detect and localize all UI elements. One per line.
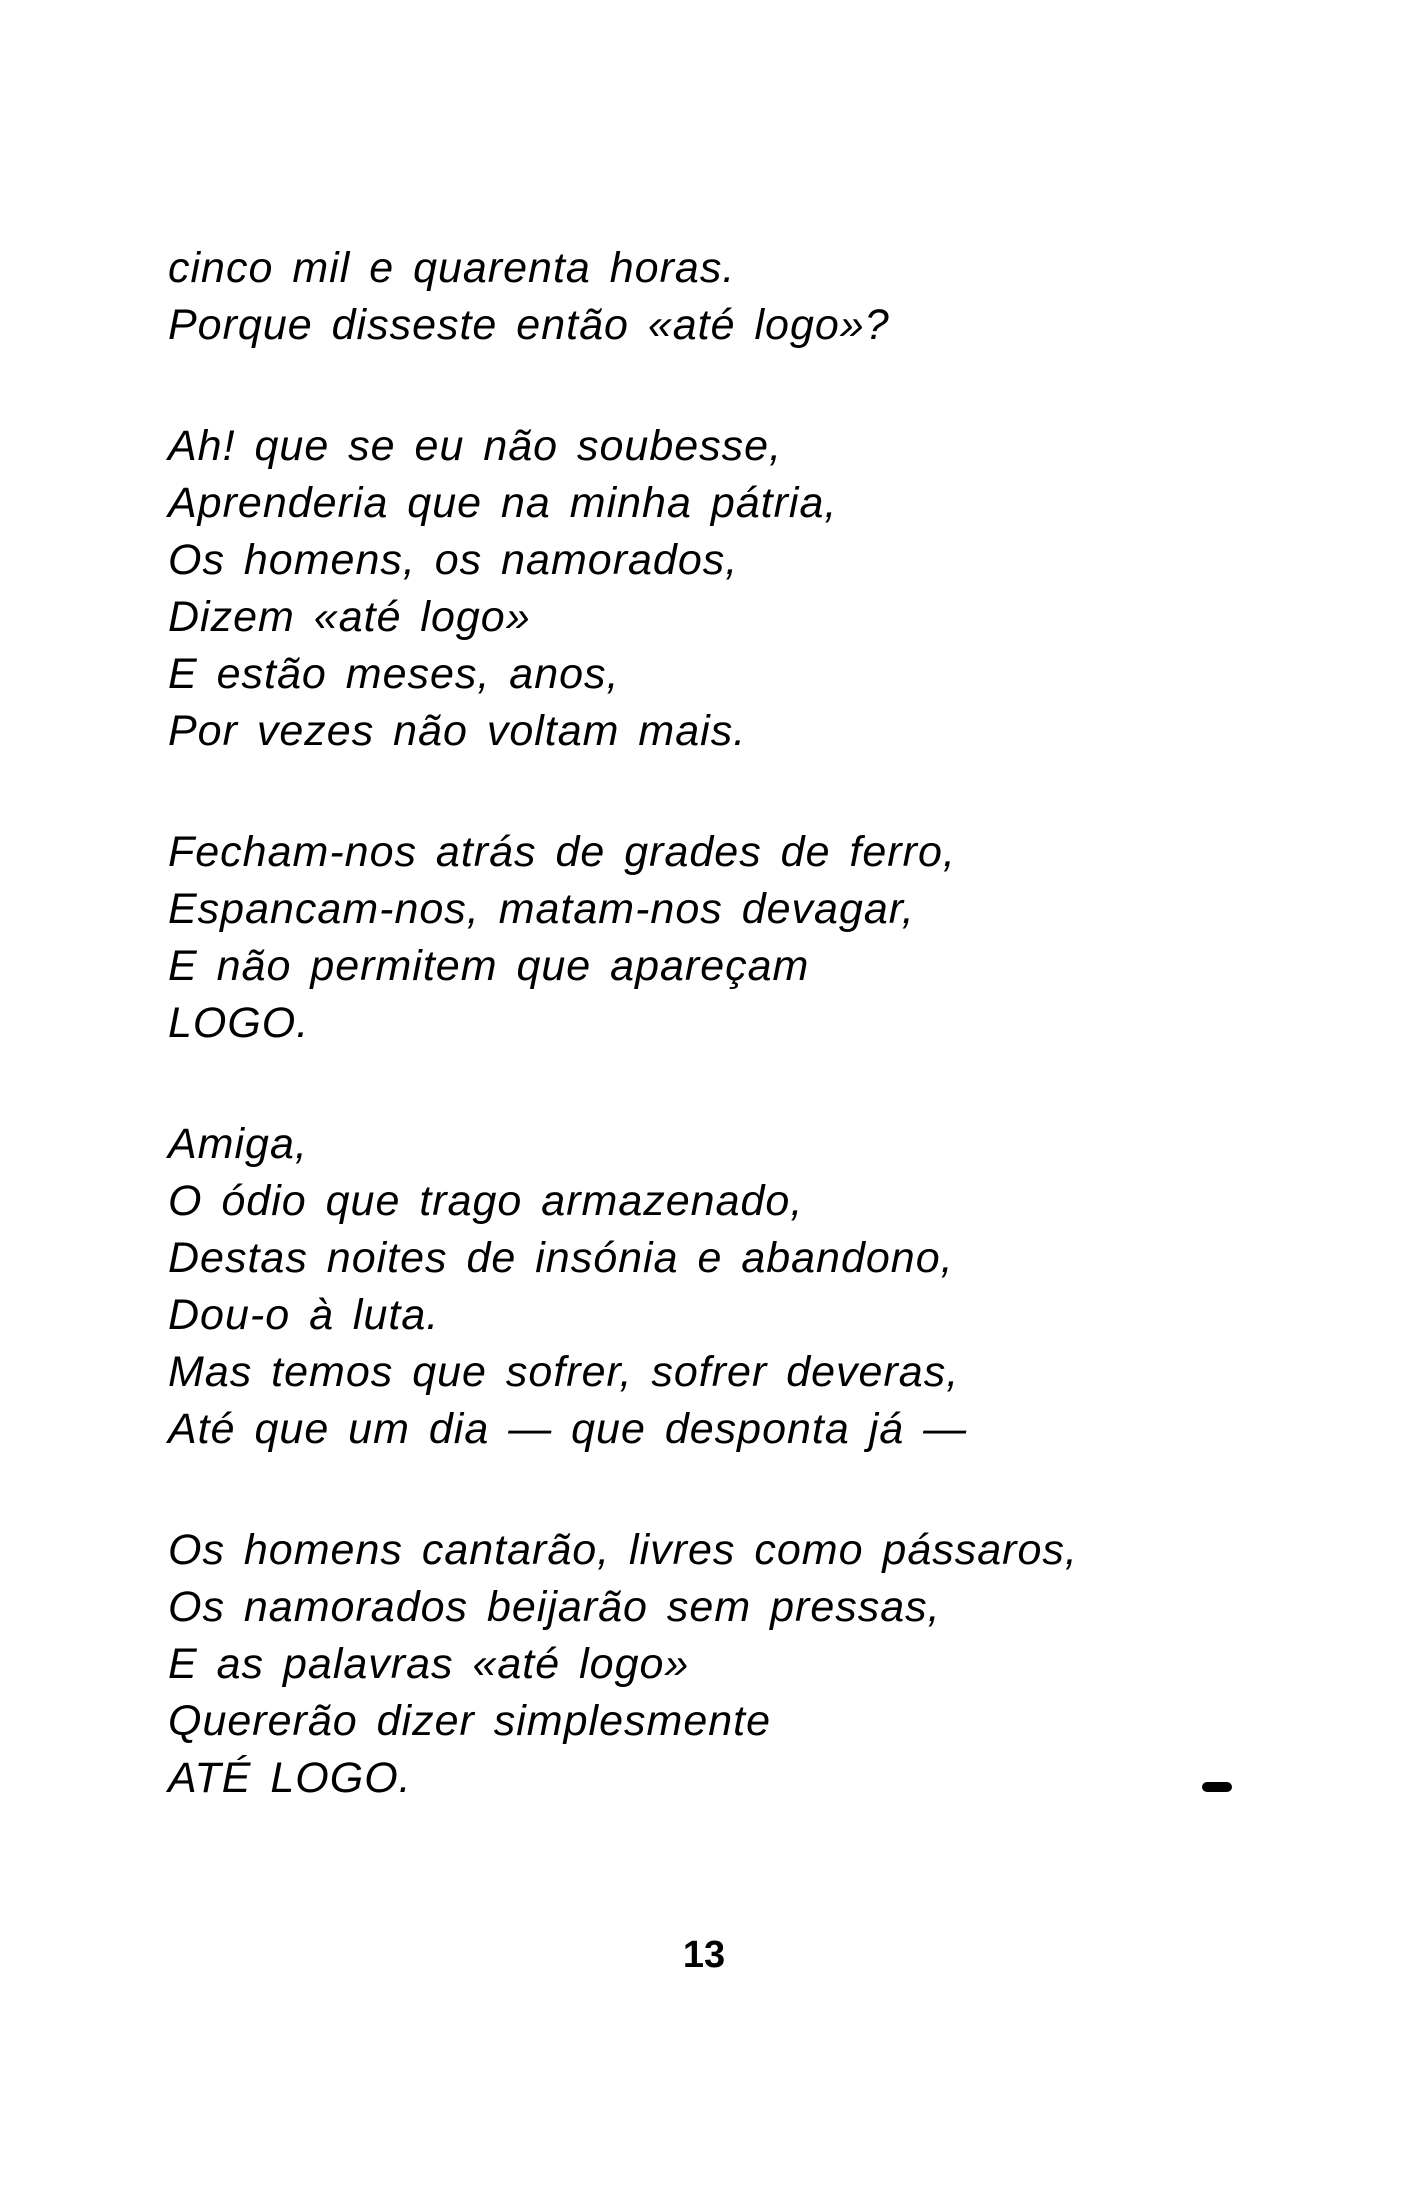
poem-body xyxy=(168,240,1268,1871)
poem-line: Espancam-nos, matam-nos devagar, xyxy=(168,885,915,933)
stanza-3 xyxy=(168,824,1268,1052)
stanza-1 xyxy=(168,240,1268,354)
poem-line: ATÉ LOGO. xyxy=(168,1754,412,1802)
stanza-5 xyxy=(168,1522,1268,1807)
poem-line: O ódio que trago armazenado, xyxy=(168,1177,804,1225)
poem-line: Fecham-nos atrás de grades de ferro, xyxy=(168,828,956,876)
poem-line: Por vezes não voltam mais. xyxy=(168,707,747,755)
page-number: 13 xyxy=(682,1934,726,1976)
poem-line: Os namorados beijarão sem pressas, xyxy=(168,1583,941,1631)
poem-line: Mas temos que sofrer, sofrer deveras, xyxy=(168,1348,960,1396)
poem-line: Aprenderia que na minha pátria, xyxy=(168,479,838,527)
poem-line: Porque disseste então «até logo»? xyxy=(168,301,890,349)
poem-line: Ah! que se eu não soubesse, xyxy=(168,422,783,470)
poem-line: Os homens cantarão, livres como pássaros, xyxy=(168,1526,1078,1574)
poem-line: Até que um dia — que desponta já — xyxy=(168,1405,968,1453)
stanza-2 xyxy=(168,418,1268,760)
poem-line: E não permitem que apareçam xyxy=(168,942,810,990)
poem-line: Amiga, xyxy=(168,1120,308,1168)
poem-line: Quererão dizer simplesmente xyxy=(168,1697,772,1745)
poem-line: Destas noites de insónia e abandono, xyxy=(168,1234,954,1282)
poem-line: cinco mil e quarenta horas. xyxy=(168,244,736,292)
poem-line: E estão meses, anos, xyxy=(168,650,620,698)
stanza-4 xyxy=(168,1116,1268,1458)
poem-line: E as palavras «até logo» xyxy=(168,1640,690,1688)
poem-line: Dou-o à luta. xyxy=(168,1291,440,1339)
poem-line: LOGO. xyxy=(168,999,310,1047)
poem-line: Os homens, os namorados, xyxy=(168,536,739,584)
end-mark xyxy=(1202,1782,1232,1792)
poem-line: Dizem «até logo» xyxy=(168,593,531,641)
